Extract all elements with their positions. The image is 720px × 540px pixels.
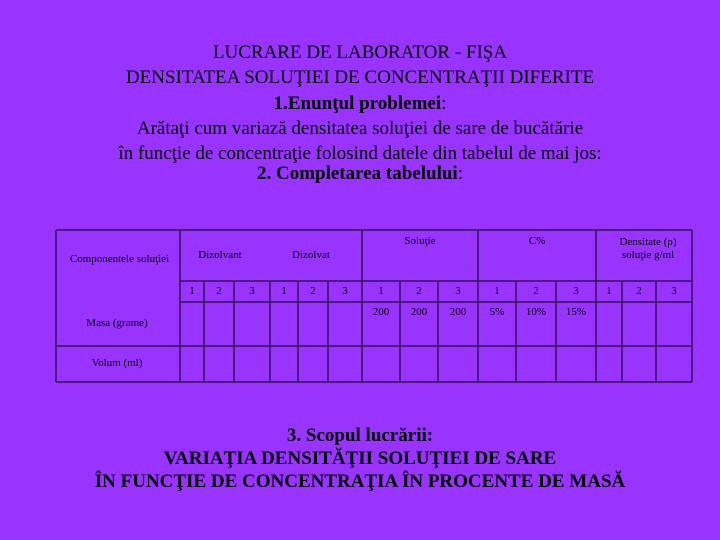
densitate-col-1: 1 <box>606 285 612 297</box>
dizolvant-col-2: 2 <box>216 285 222 297</box>
solutie-mass-3: 200 <box>449 306 467 318</box>
c-value-1: 5% <box>489 306 505 318</box>
densitate-col-2: 2 <box>636 285 642 297</box>
densitate-header: Densitate (ρ) soluţie g/ml <box>619 236 677 261</box>
dizolvant-header: Dizolvant <box>198 249 242 261</box>
purpose-line-1: VARIAŢIA DENSITĂŢII SOLUŢIEI DE SARE <box>163 448 557 469</box>
masa-label: Masa (grame) <box>86 317 148 329</box>
solutie-mass-2: 200 <box>410 306 428 318</box>
dizolvat-col-1: 1 <box>281 285 287 297</box>
problem-text-1: Arătaţi cum variază densitatea soluţiei de sare de bucătărie <box>136 118 584 139</box>
densitate-col-3: 3 <box>671 285 677 297</box>
dizolvat-col-2: 2 <box>310 285 316 297</box>
c-value-3: 15% <box>565 306 587 318</box>
header-subtitle: DENSITATEA SOLUŢIEI DE CONCENTRAŢII DIFERITE <box>125 67 595 88</box>
dizolvant-col-1: 1 <box>189 285 195 297</box>
volum-label: Volum (ml) <box>91 357 143 369</box>
problem-heading-label: 1.Enunţul problemei <box>273 93 442 114</box>
c-col-2: 2 <box>533 285 539 297</box>
dizolvat-header: Dizolvat <box>292 249 330 261</box>
solutie-col-1: 1 <box>378 285 384 297</box>
problem-text-2: în funcţie de concentraţie folosind datele din tabelul de mai jos: <box>118 143 602 164</box>
solutie-header: Soluţie <box>404 235 436 247</box>
problem-heading-colon: : <box>441 93 447 114</box>
dizolvant-col-3: 3 <box>249 285 255 297</box>
c-value-2: 10% <box>525 306 547 318</box>
c-percent-header: C% <box>528 235 546 247</box>
header-title: LUCRARE DE LABORATOR - FIŞA <box>212 42 508 63</box>
c-col-1: 1 <box>494 285 500 297</box>
table-heading-label: 2. Completarea tabelului <box>256 163 458 184</box>
purpose-heading: 3. Scopul lucrării: <box>286 425 434 446</box>
table-heading-colon: : <box>457 163 463 184</box>
purpose-line-2: ÎN FUNCŢIE DE CONCENTRAŢIA ÎN PROCENTE DE MASĂ <box>94 471 626 492</box>
solutie-col-2: 2 <box>416 285 422 297</box>
c-col-3: 3 <box>573 285 579 297</box>
dizolvat-col-3: 3 <box>342 285 348 297</box>
solutie-col-3: 3 <box>455 285 461 297</box>
componentele-label: Componentele soluţiei <box>69 253 170 265</box>
solutie-mass-1: 200 <box>372 306 390 318</box>
